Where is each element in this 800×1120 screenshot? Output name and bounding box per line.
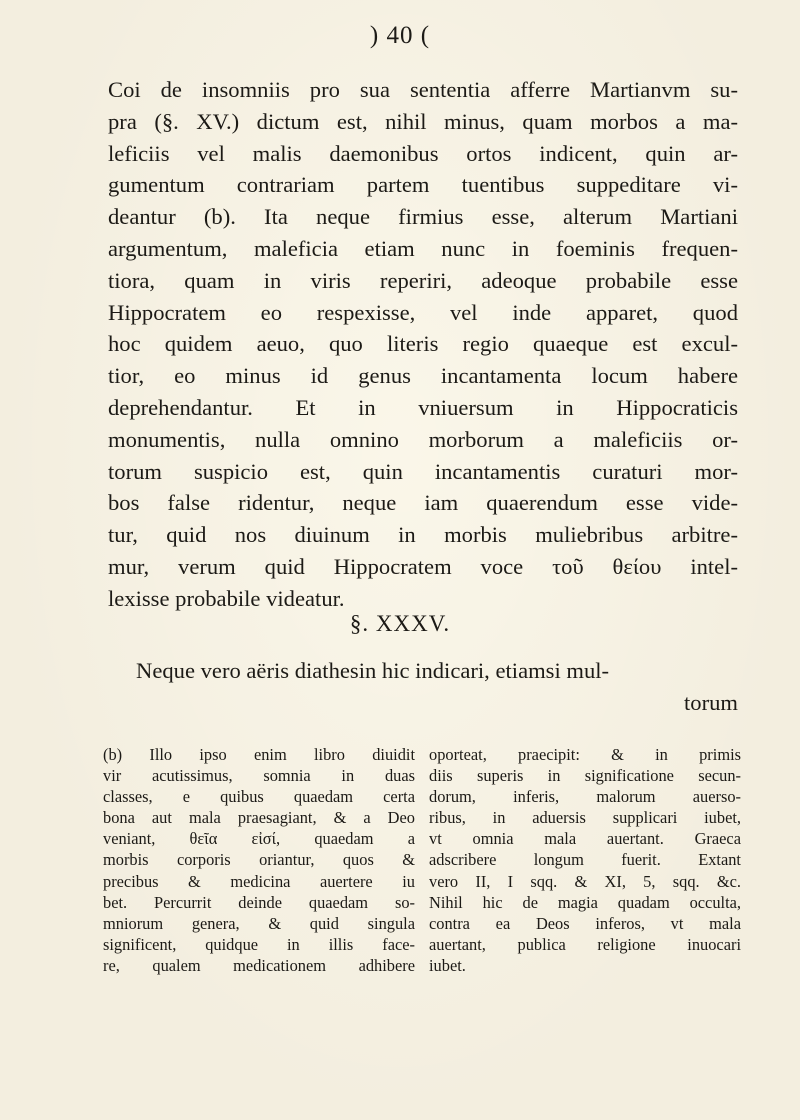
body-line: Coi de insomniis pro sua sententia afferre Martianvm su- — [108, 77, 738, 102]
footnote-line: classes, e quibus quaedam certa — [103, 787, 415, 807]
section-heading: §. XXXV. — [349, 611, 451, 636]
body-line: lexisse probabile videatur. — [108, 585, 345, 611]
footnote-line: precibus & medicina auertere iu — [103, 871, 415, 891]
body-line: leficiis vel malis daemonibus ortos indicent, quin ar- — [108, 140, 738, 166]
body-line: tur, quid nos diuinum in morbis muliebribus arbitre- — [108, 522, 738, 548]
body-line: tior, eo minus id genus incantamenta locum habere — [108, 363, 738, 389]
footnote-line: contra ea Deos inferos, vt mala — [429, 913, 741, 933]
body-line: bos false ridentur, neque iam quaerendum esse vide- — [108, 490, 738, 516]
footnote-line: morbis corporis oriantur, quos & — [103, 850, 415, 870]
body-line: hoc quidem aeuo, quo literis regio quaeque est excul- — [108, 331, 738, 357]
body-line: mur, verum quid Hippocratem voce τοῦ θείου intel- — [108, 553, 738, 579]
footnote-line: vero II, I sqq. & XI, 5, sqq. &c. — [429, 871, 741, 891]
footnote-line: bet. Percurrit deinde quaedam so- — [103, 892, 415, 912]
footnote-line: diis superis in significatione secun- — [429, 766, 741, 786]
footnote-line: Nihil hic de magia quadam occulta, — [429, 892, 741, 912]
footnote-line: iubet. — [429, 955, 466, 975]
body-line: monumentis, nulla omnino morborum a maleficiis or- — [108, 426, 738, 452]
footnote-line: re, qualem medicationem adhibere — [103, 955, 415, 975]
footnote-column-right — [429, 744, 741, 976]
footnote-line: auertant, publica religione inuocari — [429, 934, 741, 954]
page-number-header: ) 40 ( — [369, 22, 431, 49]
footnote-line: dorum, inferis, malorum auerso- — [429, 787, 741, 807]
body-line: torum suspicio est, quin incantamentis curaturi mor- — [108, 458, 738, 484]
footnote-line: mniorum genera, & quid singula — [103, 913, 415, 933]
body-line: pra (§. XV.) dictum est, nihil minus, quam morbos a ma- — [108, 108, 738, 134]
footnote-line: oporteat, praecipit: & in primis — [429, 745, 741, 764]
body-line: deantur (b). Ita neque firmius esse, alterum Martiani — [108, 204, 738, 230]
footnote-block — [103, 744, 741, 976]
footnote-line: ribus, in aduersis supplicari iubet, — [429, 808, 741, 828]
second-paragraph — [136, 655, 738, 719]
footnote-line: bona aut mala praesagiant, & a Deo — [103, 808, 415, 828]
body-line: gumentum contrariam partem tuentibus suppeditare vi- — [108, 172, 738, 198]
footnote-column-left — [103, 744, 415, 976]
footnote-line: adscribere longum fuerit. Extant — [429, 850, 741, 870]
body-line: Neque vero aëris diathesin hic indicari, etiamsi mul- — [136, 658, 610, 683]
footnote-line: vir acutissimus, somnia in duas — [103, 766, 415, 786]
footnote-line: (b) Illo ipso enim libro diuidit — [103, 745, 415, 764]
catchword: torum — [684, 689, 738, 715]
footnote-line: vt omnia mala auertant. Graeca — [429, 829, 741, 849]
body-line: Hippocratem eo respexisse, vel inde apparet, quod — [108, 299, 738, 325]
footnote-line: veniant, θεῖα εἰσί, quaedam a — [103, 829, 415, 849]
body-line: deprehendantur. Et in vniuersum in Hippocraticis — [108, 394, 738, 420]
footnote-line: significent, quidque in illis face- — [103, 934, 415, 954]
body-line: tiora, quam in viris reperiri, adeoque probabile esse — [108, 267, 738, 293]
body-line: argumentum, maleficia etiam nunc in foeminis frequen- — [108, 235, 738, 261]
main-paragraph — [108, 74, 738, 615]
